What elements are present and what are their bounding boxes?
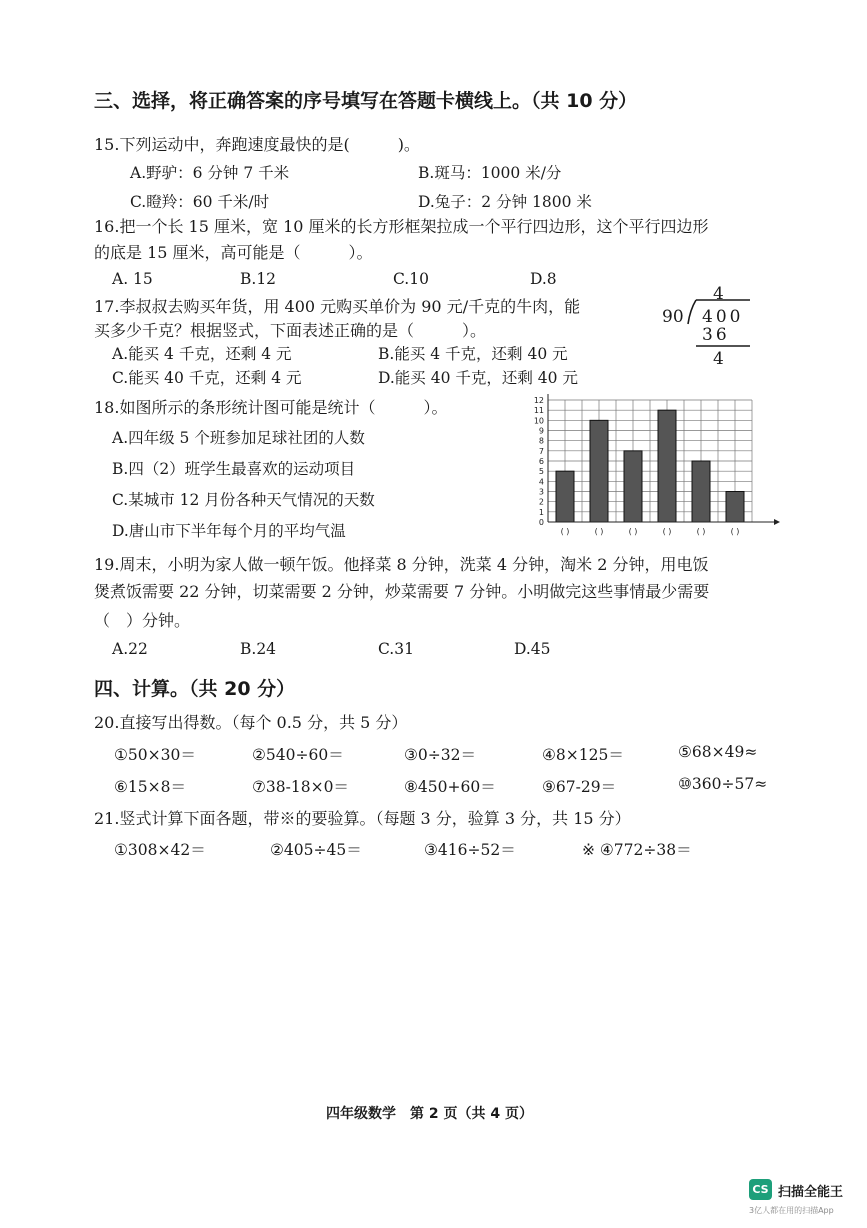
- chart-y-tick-label: 11: [533, 406, 544, 416]
- chart-x-axis-arrow-icon: [774, 519, 780, 525]
- q21-item-4: ※ ④772÷38＝: [582, 841, 692, 859]
- chart-x-tick-label: ( ): [628, 527, 638, 536]
- q16-option-b: B.12: [240, 270, 277, 288]
- q16-option-c: C.10: [393, 270, 429, 288]
- long-division-product: 36: [702, 325, 730, 345]
- chart-x-tick-label: ( ): [594, 527, 604, 536]
- question-20-stem: 20.直接写出得数。（每个 0.5 分，共 5 分）: [94, 713, 408, 732]
- chart-x-tick-label: ( ): [560, 527, 570, 536]
- q21-item-2: ②405÷45＝: [270, 841, 362, 859]
- q18-option-c: C.某城市 12 月份各种天气情况的天数: [112, 491, 375, 509]
- question-21-stem: 21.竖式计算下面各题，带※的要验算。（每题 3 分，验算 3 分，共 15 分）: [94, 809, 631, 828]
- q21-item-3: ③416÷52＝: [424, 841, 516, 859]
- q16-option-a: A. 15: [112, 270, 153, 288]
- q19-option-a: A.22: [112, 640, 148, 658]
- q15-option-b: B.斑马：1000 米/分: [418, 164, 562, 182]
- question-15-stem: 15.下列运动中，奔跑速度最快的是( )。: [94, 135, 420, 154]
- q20-item-6: ⑥15×8＝: [114, 778, 186, 796]
- chart-bar: [658, 410, 676, 522]
- long-division-divisor: 90: [662, 307, 684, 327]
- chart-x-tick-label: ( ): [730, 527, 740, 536]
- q17-option-d: D.能买 40 千克，还剩 40 元: [378, 369, 578, 387]
- chart-y-tick-label: 9: [538, 426, 544, 436]
- q16-option-d: D.8: [530, 270, 557, 288]
- question-19-stem-line1: 19.周末，小明为家人做一顿午饭。他择菜 8 分钟，洗菜 4 分钟，淘米 2 分钟，用电饭: [94, 555, 709, 574]
- chart-y-tick-label: 5: [538, 467, 544, 477]
- chart-bar: [556, 471, 574, 522]
- chart-y-tick-label: 12: [533, 396, 544, 405]
- q20-item-2: ②540÷60＝: [252, 746, 344, 764]
- chart-bar: [692, 461, 710, 522]
- question-16-stem-line1: 16.把一个长 15 厘米，宽 10 厘米的长方形框架拉成一个平行四边形，这个平行四边形: [94, 217, 709, 236]
- question-19-stem-line3: （ ）分钟。: [94, 611, 191, 630]
- question-18-stem: 18.如图所示的条形统计图可能是统计（ ）。: [94, 398, 448, 417]
- q18-option-b: B.四（2）班学生最喜欢的运动项目: [112, 460, 356, 478]
- long-division-bracket: [660, 298, 760, 350]
- q20-item-1: ①50×30＝: [114, 746, 196, 764]
- section-4-title: 四、计算。（共 20 分）: [94, 678, 296, 700]
- q17-option-a: A.能买 4 千克，还剩 4 元: [112, 345, 292, 363]
- q20-item-3: ③0÷32＝: [404, 746, 476, 764]
- chart-y-tick-label: 6: [538, 457, 544, 466]
- chart-y-tick-label: 10: [533, 416, 544, 426]
- chart-y-tick-label: 0: [538, 518, 544, 527]
- q18-bar-chart: [528, 390, 798, 538]
- q20-item-8: ⑧450+60＝: [404, 778, 496, 796]
- q17-option-c: C.能买 40 千克，还剩 4 元: [112, 369, 302, 387]
- question-19-stem-line2: 煲煮饭需要 22 分钟，切菜需要 2 分钟，炒菜需要 7 分钟。小明做完这些事情最少需要: [94, 582, 710, 601]
- watermark-app-name: 扫描全能王: [778, 1185, 844, 1200]
- q15-option-c: C.瞪羚：60 千米/时: [130, 193, 270, 211]
- page-footer: 四年级数学 第 2 页（共 4 页）: [326, 1106, 533, 1122]
- question-17-stem-line1: 17.李叔叔去购买年货，用 400 元购买单价为 90 元/千克的牛肉，能: [94, 297, 581, 316]
- q20-item-4: ④8×125＝: [542, 746, 624, 764]
- q20-item-7: ⑦38-18×0＝: [252, 778, 349, 796]
- q20-item-10: ⑩360÷57≈: [678, 775, 768, 793]
- long-division-quotient: 4: [713, 284, 724, 304]
- long-division-dividend: 400: [702, 307, 744, 327]
- section-3-title: 三、选择，将正确答案的序号填写在答题卡横线上。（共 10 分）: [94, 90, 638, 112]
- watermark-tagline: 3亿人都在用的扫描App: [749, 1206, 834, 1215]
- q19-option-d: D.45: [514, 640, 551, 658]
- q20-item-9: ⑨67-29＝: [542, 778, 617, 796]
- chart-bar: [624, 451, 642, 522]
- q18-option-d: D.唐山市下半年每个月的平均气温: [112, 522, 346, 540]
- question-16-stem-line2: 的底是 15 厘米，高可能是（ ）。: [94, 243, 373, 262]
- chart-x-tick-label: ( ): [696, 527, 706, 536]
- chart-bar: [590, 420, 608, 522]
- q21-item-1: ①308×42＝: [114, 841, 206, 859]
- chart-y-tick-label: 2: [538, 497, 544, 507]
- chart-y-tick-label: 8: [538, 436, 544, 446]
- q17-option-b: B.能买 4 千克，还剩 40 元: [378, 345, 568, 363]
- chart-y-tick-label: 4: [538, 477, 544, 487]
- question-17-stem-line2: 买多少千克？根据竖式，下面表述正确的是（ ）。: [94, 321, 487, 340]
- q18-option-a: A.四年级 5 个班参加足球社团的人数: [112, 429, 365, 447]
- chart-y-tick-label: 7: [538, 446, 544, 456]
- camscanner-logo-icon: CS: [749, 1179, 772, 1200]
- q19-option-c: C.31: [378, 640, 414, 658]
- long-division-remainder: 4: [713, 349, 724, 369]
- chart-x-tick-label: ( ): [662, 527, 672, 536]
- q15-option-d: D.兔子：2 分钟 1800 米: [418, 193, 592, 211]
- q19-option-b: B.24: [240, 640, 277, 658]
- q15-option-a: A.野驴：6 分钟 7 千米: [130, 164, 290, 182]
- q20-item-5: ⑤68×49≈: [678, 743, 758, 761]
- chart-bar: [726, 492, 744, 523]
- chart-y-tick-label: 1: [538, 507, 544, 517]
- chart-y-tick-label: 3: [538, 487, 544, 497]
